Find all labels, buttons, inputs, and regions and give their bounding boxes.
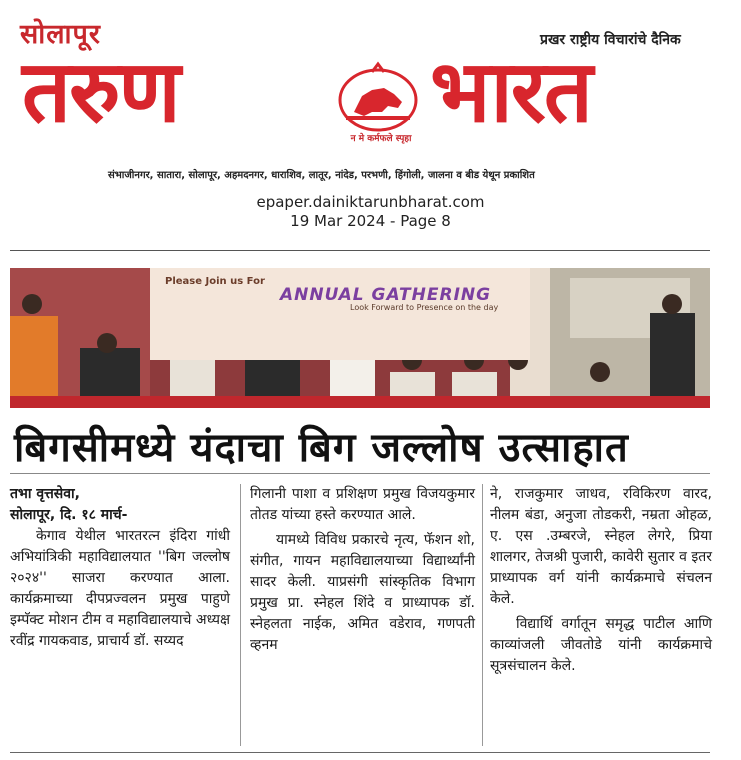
divider	[10, 250, 710, 251]
city-name: सोलापूर	[20, 19, 101, 50]
article-paragraph: यामध्ये विविध प्रकारचे नृत्य, फॅशन शो, संगीत, गायन महाविद्यालयाच्या विद्यार्थ्यांनी सादर केली. याप्रसंगी सांस्कृतिक विभाग प्रमुख प्रा. स्नेहल शिंदे व प्राध्यापक डॉ. स्नेहलता नाईक, अमित वडेराव, गणपती व्हनम	[250, 532, 475, 653]
epaper-url[interactable]: epaper.dainiktarunbharat.com	[256, 193, 485, 211]
banner-title: ANNUAL GATHERING	[280, 285, 492, 305]
banner-tagline: Look Forward to Presence on the day	[350, 303, 499, 312]
article-paragraph: ने, राजकुमार जाधव, रविकिरण वारद, नीलम बंडा, अनुजा तोडकरी, नम्रता ओहळ, ए. एस .उम्बरजे, स्नेहल लेगरे, प्रिया शालगर, तेजश्री पुजारी, कावेरी सुतार व इतर प्राध्यापक वर्ग यांनी कार्यक्रमाचे संचलन केले.	[490, 486, 712, 607]
article-paragraph: केगाव येथील भारतरत्न इंदिरा गांधी अभियांत्रिकी महाविद्यालयात ''बिग जल्लोष २०२४'' साजरा करण्यात आला. कार्यक्रमाच्या दीपप्रज्वलन प्रमुख पाहुणे इम्पॅक्ट मोशन टीम व महाविद्यालयाचे अध्यक्ष रवींद्र गायकवाड, प्राचार्य डॉ. सय्यद	[10, 528, 230, 649]
article-column-3	[490, 484, 712, 677]
byline-agency: तभा वृत्तसेवा,	[10, 486, 80, 502]
newspaper-motto: न मे कर्मफले स्पृहा	[350, 134, 412, 144]
issue-date-page: 19 Mar 2024 - Page 8	[290, 212, 451, 230]
column-divider	[240, 484, 241, 746]
newspaper-tagline: प्रखर राष्ट्रीय विचारांचे दैनिक	[540, 32, 681, 48]
article-paragraph: विद्यार्थि वर्गातून समृद्ध पाटील आणि काव्यांजली जीवतोडे यांनी कार्यक्रमाचे सूत्रसंचालन केले.	[490, 616, 712, 674]
newspaper-title-left: तरुण	[22, 42, 179, 142]
article-headline: बिगसीमध्ये यंदाचा बिग जल्लोष उत्साहात	[14, 425, 629, 471]
byline-dateline: सोलापूर, दि. १८ मार्च-	[10, 507, 128, 523]
edition-cities: संभाजीनगर, सातारा, सोलापूर, अहमदनगर, धाराशिव, लातूर, नांदेड, परभणी, हिंगोली, जालना व बीड येथून प्रकाशित	[108, 170, 535, 181]
article-column-2	[250, 484, 475, 656]
stage-table	[10, 396, 710, 408]
article-paragraph: गिलानी पाशा व प्रशिक्षण प्रमुख विजयकुमार तोतड यांच्या हस्ते करण्यात आले.	[250, 486, 475, 523]
column-divider	[482, 484, 483, 746]
banner-invite-text: Please Join us For	[165, 276, 265, 287]
divider	[10, 752, 710, 753]
article-column-1	[10, 484, 230, 652]
newspaper-title-right: भारत	[430, 42, 591, 142]
divider	[10, 473, 710, 474]
